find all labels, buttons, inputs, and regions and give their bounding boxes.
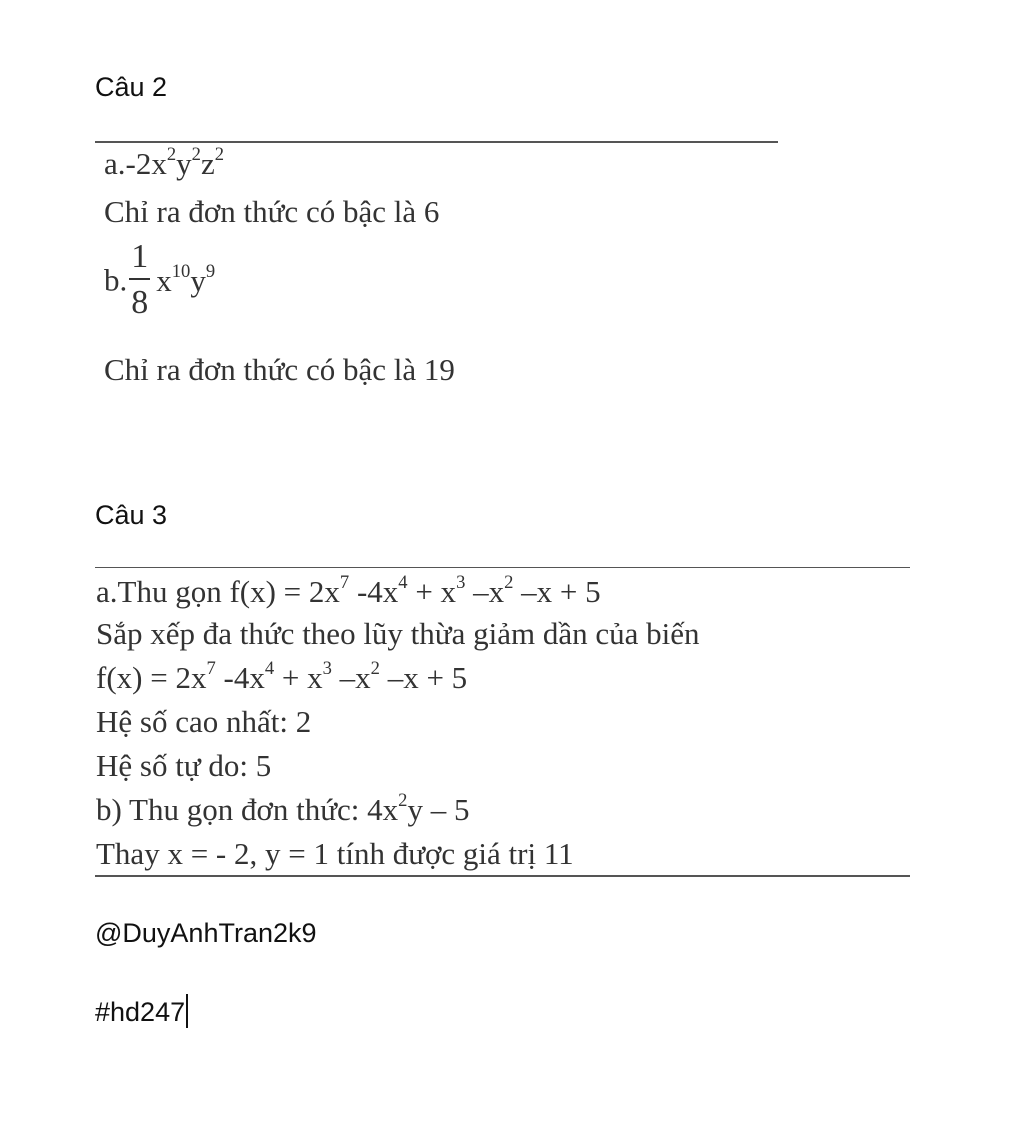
fraction-numerator: 1 [131,238,149,275]
cau3-f-text3: + x [274,660,323,695]
cau3-bottom-rule [95,875,910,877]
cau2-a-expression [104,144,224,181]
cau2-a-var2: y [176,146,192,181]
cau3-f-text5: –x + 5 [379,660,468,695]
cau2-a-exp1: 2 [166,144,177,166]
cau3-b-text2: y – 5 [407,792,470,827]
cau2-a-var3: z [200,146,215,181]
cau3-sort-line: Sắp xếp đa thức theo lũy thừa giảm dần của biến [96,616,700,651]
cau2-heading: Câu 2 [95,72,168,102]
cau3-f-line [96,658,468,695]
cau3-f-exp3: 3 [322,658,332,680]
cau3-a-exp3: 3 [456,572,466,594]
cau3-b-line [96,790,470,827]
cau3-a-line [96,572,601,609]
cau3-f-exp1: 7 [206,658,216,680]
fraction [129,240,150,320]
cau3-b-text1: b) Thu gọn đơn thức: 4x [96,792,399,827]
hashtag: #hd247 [95,997,186,1027]
cau3-highest-coef: Hệ số cao nhất: 2 [96,704,312,739]
cau3-top-rule [95,567,910,568]
cau3-a-exp4: 2 [504,572,514,594]
cau3-a-text5: –x + 5 [513,574,601,609]
cau2-a-prefix: a.-2x [104,146,167,181]
cau2-a-exp2: 2 [191,144,201,166]
cau3-b-exp1: 2 [398,790,408,812]
cau3-a-exp1: 7 [339,572,350,594]
cau3-free-coef: Hệ số tự do: 5 [96,748,272,783]
cau3-a-exp2: 4 [398,572,408,594]
cau3-a-text2: -4x [349,574,399,609]
text-cursor [186,994,188,1028]
cau2-b-exp2: 9 [205,260,216,282]
cau3-f-text2: -4x [215,660,265,695]
cau3-f-text4: –x [331,660,371,695]
cau2-b-var1: x [156,262,172,298]
cau3-subst-line: Thay x = - 2, y = 1 tính được giá trị 11 [96,836,574,871]
cau3-a-text4: –x [465,574,505,609]
cau3-a-text3: + x [407,574,457,609]
cau2-b-note: Chỉ ra đơn thức có bậc là 19 [104,352,455,387]
cau3-f-exp2: 4 [264,658,275,680]
fraction-denominator: 8 [131,284,149,321]
signature: @DuyAnhTran2k9 [95,918,317,948]
cau3-heading: Câu 3 [95,500,168,530]
cau3-a-text1: a.Thu gọn f(x) = 2x [96,574,340,609]
cau2-b-exp1: 10 [171,260,191,282]
cau2-top-rule [95,141,778,143]
fraction-bar [129,278,150,280]
cau2-b-expression [104,240,215,320]
hashtag-line [95,994,188,1028]
cau2-a-note: Chỉ ra đơn thức có bậc là 6 [104,194,440,229]
cau3-f-exp4: 2 [370,658,380,680]
cau3-f-text1: f(x) = 2x [96,660,207,695]
cau2-a-exp3: 2 [214,144,224,166]
cau2-b-prefix: b. [104,262,128,298]
cau2-b-var2: y [190,262,206,298]
